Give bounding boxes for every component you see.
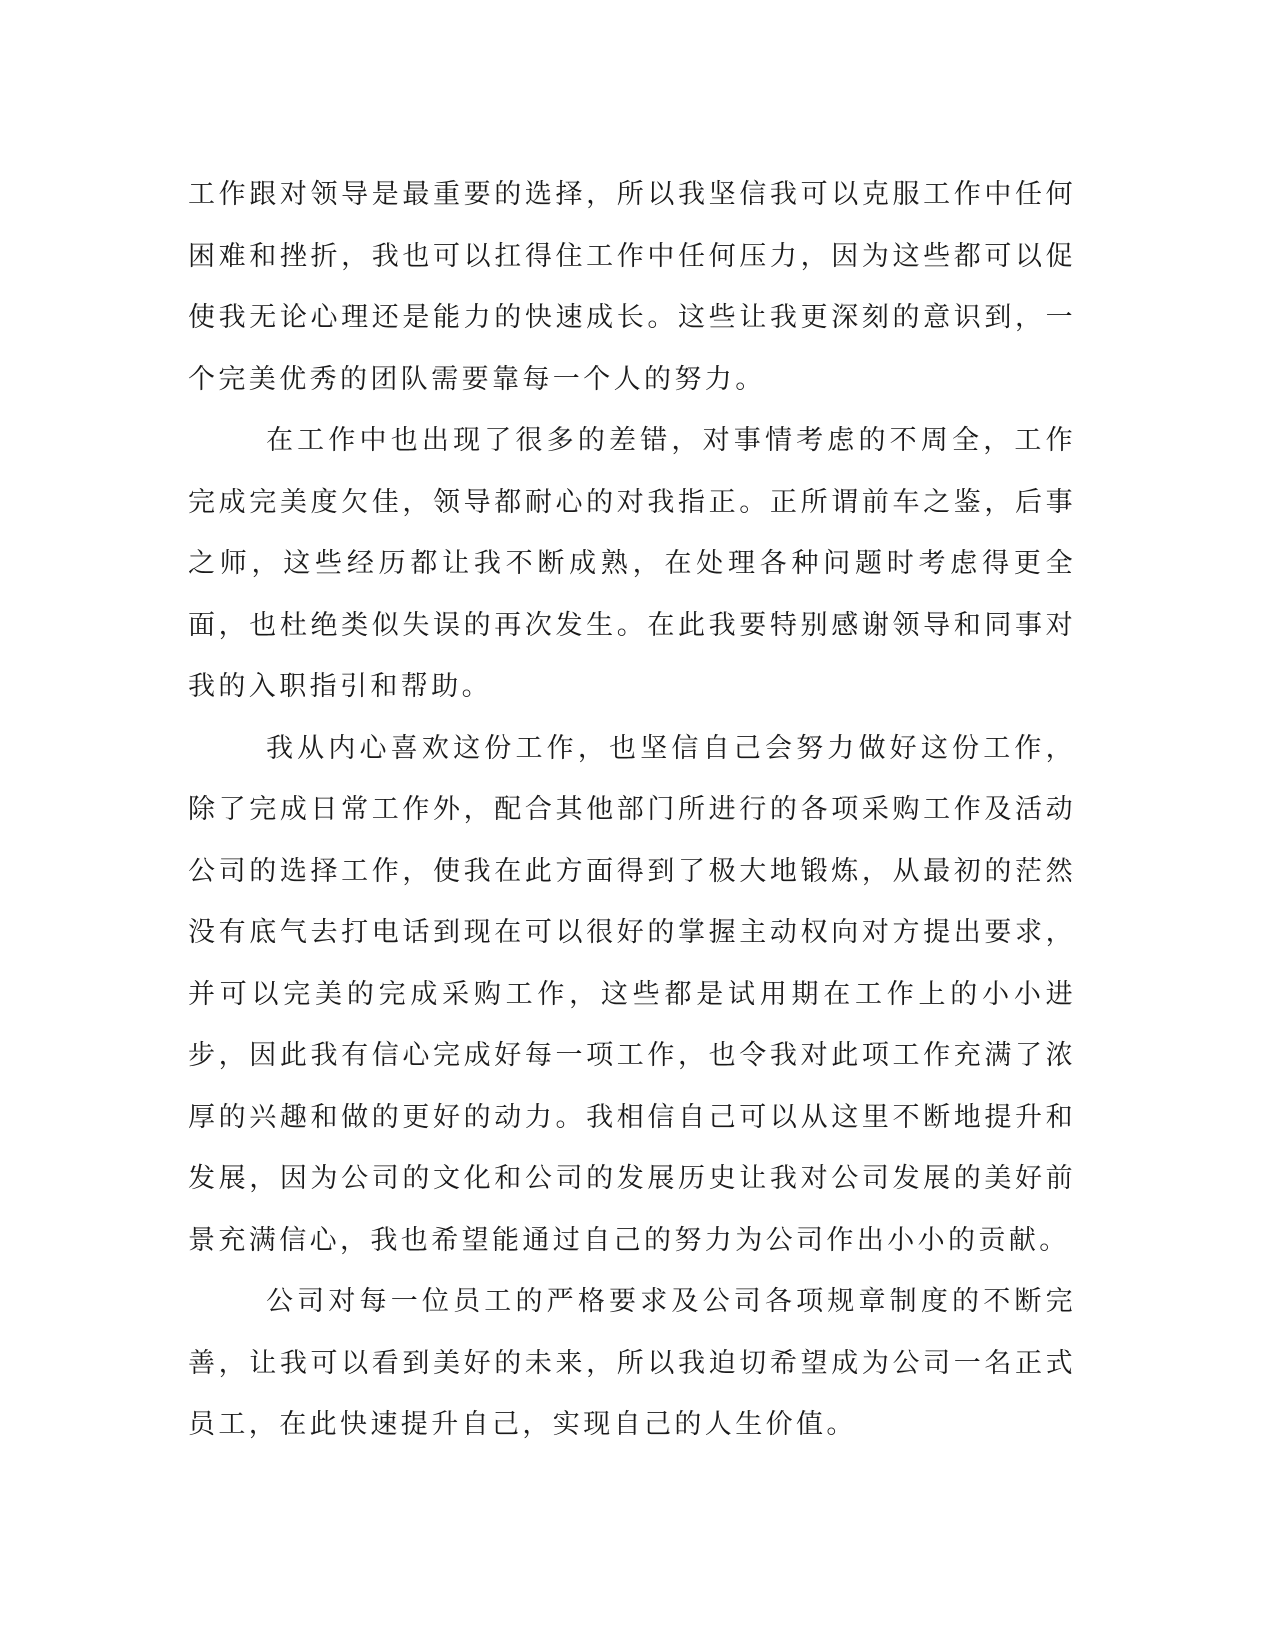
- document-body: [188, 164, 1076, 1456]
- paragraph-4: 公司对每一位员工的严格要求及公司各项规章制度的不断完善，让我可以看到美好的未来，所以我迫切希望成为公司一名正式员工，在此快速提升自己，实现自己的人生价值。: [188, 1286, 1076, 1440]
- paragraph-3: 我从内心喜欢这份工作，也坚信自己会努力做好这份工作，除了完成日常工作外，配合其他部门所进行的各项采购工作及活动公司的选择工作，使我在此方面得到了极大地锻炼，从最初的茫然没有底气去打电话到现在可以很好的掌握主动权向对方提出要求，并可以完美的完成采购工作，这些都是试用期在工作上的小小进步，因此我有信心完成好每一项工作，也令我对此项工作充满了浓厚的兴趣和做的更好的动力。我相信自己可以从这里不断地提升和发展，因为公司的文化和公司的发展历史让我对公司发展的美好前景充满信心，我也希望能通过自己的努力为公司作出小小的贡献。: [188, 732, 1076, 1256]
- paragraph-2: 在工作中也出现了很多的差错，对事情考虑的不周全，工作完成完美度欠佳，领导都耐心的对我指正。正所谓前车之鉴，后事之师，这些经历都让我不断成熟，在处理各种问题时考虑得更全面，也杜绝类似失误的再次发生。在此我要特别感谢领导和同事对我的入职指引和帮助。: [188, 425, 1076, 702]
- paragraph-1: 工作跟对领导是最重要的选择，所以我坚信我可以克服工作中任何困难和挫折，我也可以扛得住工作中任何压力，因为这些都可以促使我无论心理还是能力的快速成长。这些让我更深刻的意识到，一个完美优秀的团队需要靠每一个人的努力。: [188, 179, 1076, 395]
